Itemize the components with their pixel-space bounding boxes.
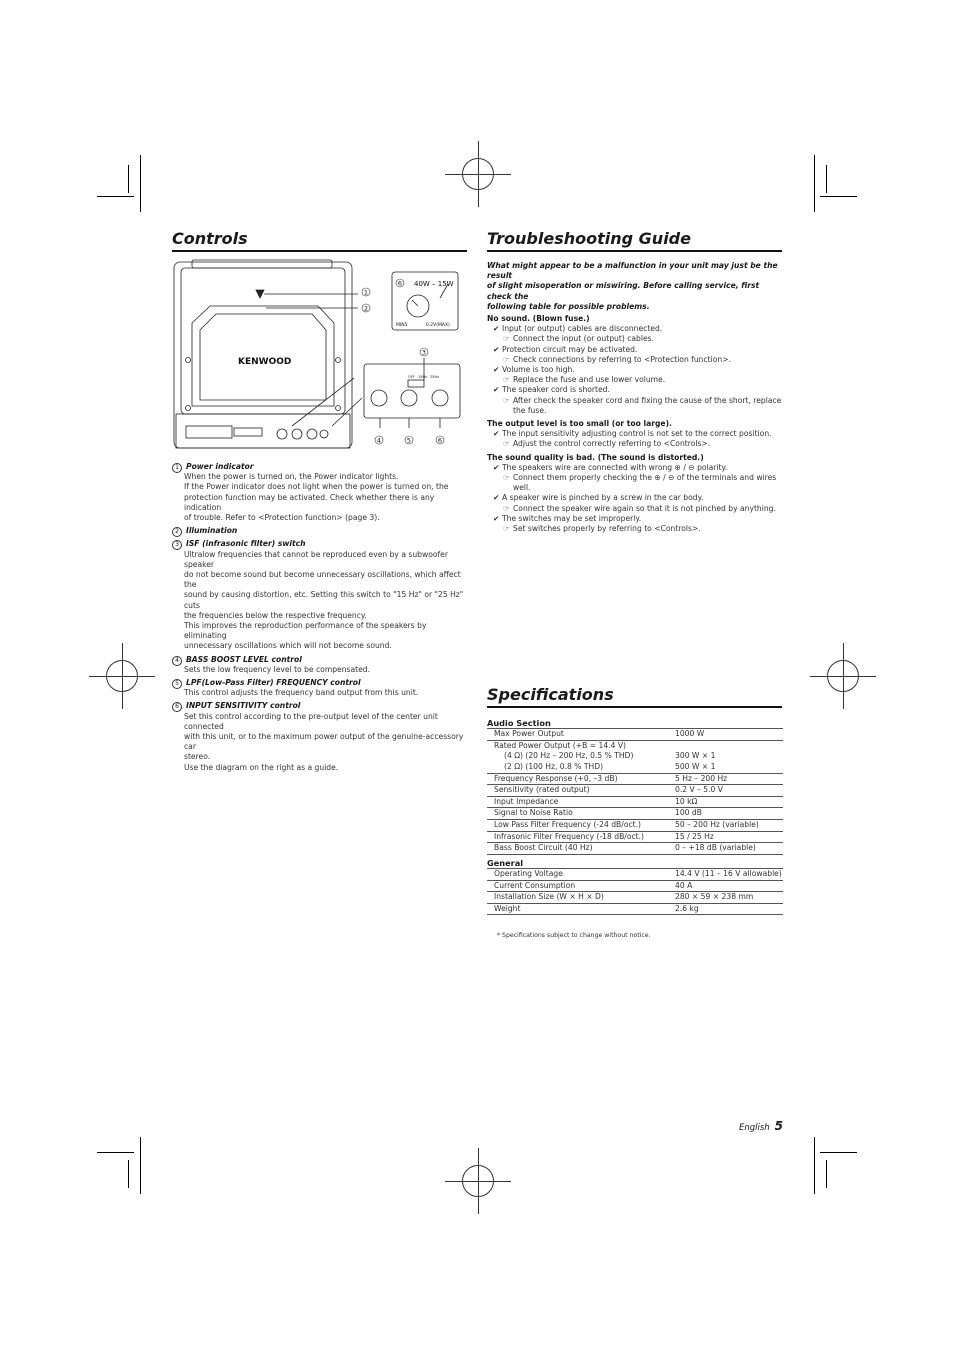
inset-label: 40W – 15W [414, 280, 454, 288]
spec-value: 100 dB [668, 808, 783, 820]
item-number: 4 [172, 656, 182, 666]
spec-value: 2.6 kg [668, 903, 783, 915]
crop-mark [140, 155, 141, 212]
entry-text: Set switches properly by referring to <Controls>. [513, 524, 701, 534]
entry-text: The switches may be set improperly. [502, 513, 642, 523]
spec-row [487, 740, 783, 751]
inset-scale-min: MIN5 [396, 323, 408, 328]
general-spec-table [487, 868, 783, 915]
control-item-title [172, 462, 468, 472]
problem-title: The sound quality is bad. (The sound is distorted.) [487, 452, 704, 462]
crop-mark [814, 155, 815, 212]
crop-mark [97, 196, 134, 197]
item-number-badge [172, 678, 182, 688]
entry-text: Protection circuit may be activated. [502, 344, 638, 354]
pointing-hand-icon: ☞ [503, 395, 510, 405]
spec-label: (4 Ω) (20 Hz – 200 Hz, 0.5 % THD) [504, 751, 634, 761]
spec-row [487, 868, 783, 880]
spec-label: Sensitivity (rated output) [487, 785, 668, 797]
remedy [503, 375, 783, 385]
troubleshooting-heading: Troubleshooting Guide [487, 229, 691, 248]
spec-value: 0.2 V – 5.0 V [668, 785, 783, 797]
item-number-badge [172, 539, 182, 549]
problem-title: The output level is too small (or too large). [487, 419, 672, 429]
entry-text: The speakers wire are connected with wrong ⊕ / ⊖ polarity. [502, 462, 728, 472]
controls-heading: Controls [172, 229, 248, 248]
description-line: Sets the low frequency level to be compensated. [184, 664, 371, 674]
spec-label: Input Impedance [487, 796, 668, 808]
spec-value: 14.4 V (11 – 16 V allowable) [668, 868, 783, 880]
description-line: unnecessary oscillations which will not become sound. [184, 641, 392, 651]
description-line: If the Power indicator does not light when the power is turned on, the [184, 482, 449, 492]
control-item-description [184, 712, 468, 773]
spec-value: 1000 W [668, 729, 783, 741]
spec-row [487, 796, 783, 808]
intro-line: of slight misoperation or miswiring. Before calling service, first check the [487, 281, 760, 301]
spec-row [487, 785, 783, 797]
troubleshooting-content [487, 261, 783, 534]
spec-row [487, 831, 783, 843]
spec-value: 5 Hz – 200 Hz [668, 773, 783, 785]
item-title-text: LPF(Low-Pass Filter) FREQUENCY control [186, 678, 361, 688]
inset-callout-6: 6 [397, 279, 403, 288]
callout-4: 4 [376, 436, 382, 445]
crop-mark [128, 1160, 129, 1188]
crop-mark [128, 165, 129, 193]
description-line: with this unit, or to the maximum power output of the genuine-accessory car [184, 732, 464, 752]
general-section-title: General [487, 857, 524, 868]
remedy [503, 355, 783, 365]
entry-text: Connect the speaker wire again so that it is not pinched by anything. [513, 503, 776, 513]
check-mark-icon: ✔ [493, 385, 500, 395]
entry-text: Adjust the control correctly referring to <Controls>. [513, 439, 711, 449]
spec-label: Low Pass Filter Frequency (-24 dB/oct.) [487, 819, 668, 831]
entry-text: The speaker cord is shorted. [502, 385, 610, 395]
item-number-badge [172, 701, 182, 711]
description-line: do not become sound but become unnecessary oscillations, which affect the [184, 570, 461, 590]
pointing-hand-icon: ☞ [503, 375, 510, 385]
crop-mark [820, 196, 857, 197]
check-mark-icon: ✔ [493, 429, 500, 439]
spec-label: Rated Power Output (+B = 14.4 V) [494, 740, 627, 750]
description-line: This improves the reproduction performance of the speakers by eliminating [184, 621, 427, 641]
spec-value: 40 A [668, 880, 783, 892]
spec-row [487, 762, 783, 773]
isf-mark-15: 15Hz [418, 375, 427, 379]
item-number-badge [172, 462, 182, 472]
footer-language: English [739, 1123, 770, 1133]
description-line: This control adjusts the frequency band output from this unit. [184, 688, 419, 698]
spec-label: Infrasonic Filter Frequency (-18 dB/oct.) [487, 831, 668, 843]
entry-text: Connect the input (or output) cables. [513, 334, 655, 344]
pointing-hand-icon: ☞ [503, 524, 510, 534]
remedy [503, 524, 783, 534]
description-line: Ultralow frequencies that cannot be reproduced even by a subwoofer speaker [184, 549, 448, 569]
item-title-text: ISF (infrasonic filter) switch [186, 539, 306, 549]
control-item-title [172, 678, 468, 688]
spec-row [487, 751, 783, 762]
spec-label: Current Consumption [487, 880, 668, 892]
spec-value: 50 – 200 Hz (variable) [668, 819, 783, 831]
check-mark-icon: ✔ [493, 462, 500, 472]
spec-value [668, 740, 783, 751]
registration-mark [827, 660, 859, 692]
pointing-hand-icon: ☞ [503, 473, 510, 483]
item-title-text: Illumination [186, 526, 238, 536]
troubleshooting-intro [487, 261, 783, 312]
entry-text: A speaker wire is pinched by a screw in the car body. [502, 493, 704, 503]
spec-value: 15 / 25 Hz [668, 831, 783, 843]
page-footer [739, 1119, 783, 1133]
description-line: Set this control according to the pre-output level of the center unit connected [184, 711, 438, 731]
callout-2: 2 [363, 304, 369, 313]
entry-text: Volume is too high. [502, 365, 575, 375]
spec-value: 280 × 59 × 238 mm [668, 892, 783, 904]
specifications-heading-rule [487, 706, 782, 708]
possible-cause [493, 324, 783, 334]
check-mark-icon: ✔ [493, 324, 500, 334]
specifications-content [487, 718, 783, 942]
pointing-hand-icon: ☞ [503, 354, 510, 364]
entry-text: The input sensitivity adjusting control is not set to the correct position. [502, 429, 772, 439]
description-line: the frequencies below the respective frequency. [184, 610, 367, 620]
control-item-title [172, 526, 468, 536]
spec-label: Frequency Response (+0, –3 dB) [487, 773, 668, 785]
isf-mark-off: OFF [408, 375, 415, 379]
intro-line: What might appear to be a malfunction in your unit may just be the result [487, 261, 778, 281]
possible-cause [493, 365, 783, 375]
item-number: 1 [172, 463, 182, 473]
problem-title: No sound. (Blown fuse.) [487, 314, 590, 324]
check-mark-icon: ✔ [493, 344, 500, 354]
description-line: protection function may be activated. Check whether there is any indication [184, 492, 435, 512]
spec-row [487, 880, 783, 892]
description-line: Use the diagram on the right as a guide. [184, 762, 339, 772]
specifications-heading: Specifications [487, 685, 614, 704]
crop-mark [826, 165, 827, 193]
crop-mark [814, 1137, 815, 1194]
remedy [503, 439, 783, 449]
item-number: 2 [172, 527, 182, 537]
spec-label: Max Power Output [487, 729, 668, 741]
possible-cause [493, 493, 783, 503]
spec-label: Installation Size (W × H × D) [487, 892, 668, 904]
description-line: stereo. [184, 752, 211, 762]
spec-row [487, 892, 783, 904]
controls-list [172, 462, 468, 773]
control-item-title [172, 539, 468, 549]
control-item-description [184, 472, 468, 523]
registration-mark [106, 660, 138, 692]
item-number-badge [172, 655, 182, 665]
brand-logo-text: KENWOOD [238, 357, 292, 367]
spec-value: 300 W × 1 [675, 751, 716, 761]
possible-cause [493, 345, 783, 355]
spec-value: 0 – +18 dB (variable) [668, 843, 783, 855]
control-item-description [184, 665, 468, 675]
spec-label: Operating Voltage [487, 868, 668, 880]
spec-label: Signal to Noise Ratio [487, 808, 668, 820]
inset-scale-max: 0.2V(MAX) [426, 323, 450, 328]
spec-note: * Specifications subject to change without notice. [497, 932, 651, 940]
crop-mark [140, 1137, 141, 1194]
pointing-hand-icon: ☞ [503, 503, 510, 513]
remedy [503, 396, 783, 416]
spec-label: Bass Boost Circuit (40 Hz) [487, 843, 668, 855]
pointing-hand-icon: ☞ [503, 334, 510, 344]
entry-text: Check connections by referring to <Protection function>. [513, 354, 731, 364]
spec-label: Weight [487, 903, 668, 915]
spec-row [487, 729, 783, 741]
crop-mark [97, 1152, 134, 1153]
possible-cause [493, 385, 783, 395]
spec-row [487, 808, 783, 820]
troubleshooting-heading-rule [487, 250, 782, 252]
control-item-description [184, 550, 468, 652]
spec-label: (2 Ω) (100 Hz, 0.8 % THD) [487, 762, 668, 773]
item-number-badge [172, 526, 182, 536]
callout-1: 1 [363, 288, 369, 297]
spec-row [487, 843, 783, 855]
entry-text: Replace the fuse and use lower volume. [513, 375, 666, 385]
entry-text: After check the speaker cord and fixing the cause of the short, replace the fuse. [513, 395, 782, 415]
check-mark-icon: ✔ [493, 513, 500, 523]
footer-page-number: 5 [774, 1119, 783, 1133]
item-number: 3 [172, 540, 182, 550]
registration-mark [462, 1165, 494, 1197]
control-item-title [172, 655, 468, 665]
item-title-text: BASS BOOST LEVEL control [186, 654, 302, 664]
callout-3: 3 [421, 348, 427, 357]
item-number: 5 [172, 679, 182, 689]
possible-cause [493, 429, 783, 439]
spec-value: 500 W × 1 [668, 762, 783, 773]
check-mark-icon: ✔ [493, 493, 500, 503]
check-mark-icon: ✔ [493, 365, 500, 375]
audio-spec-table [487, 728, 783, 855]
crop-mark [826, 1160, 827, 1188]
callout-6: 6 [437, 436, 443, 445]
audio-section-title: Audio Section [487, 718, 551, 728]
spec-row [487, 819, 783, 831]
callout-5: 5 [406, 436, 412, 445]
pointing-hand-icon: ☞ [503, 439, 510, 449]
item-number: 6 [172, 702, 182, 712]
remedy [503, 334, 783, 344]
registration-mark [462, 158, 494, 190]
item-title-text: INPUT SENSITIVITY control [186, 701, 301, 711]
spec-value: 10 kΩ [668, 796, 783, 808]
entry-text: Connect them properly checking the ⊕ / ⊖ of the terminals and wires well. [513, 473, 777, 493]
description-line: of trouble. Refer to <Protection function> (page 3). [184, 513, 380, 523]
spec-row [487, 903, 783, 915]
description-line: sound by causing distortion, etc. Setting this switch to "15 Hz" or "25 Hz" cuts [184, 590, 464, 610]
item-title-text: Power indicator [186, 462, 254, 471]
isf-mark-25: 25Hz [430, 375, 439, 379]
control-item-title [172, 701, 468, 711]
description-line: When the power is turned on, the Power indicator lights. [184, 472, 399, 482]
possible-cause [493, 463, 783, 473]
remedy [503, 504, 783, 514]
amplifier-figure [172, 258, 464, 454]
possible-cause [493, 514, 783, 524]
entry-text: Input (or output) cables are disconnected. [502, 324, 663, 334]
controls-heading-rule [172, 250, 467, 252]
crop-mark [820, 1152, 857, 1153]
intro-line: following table for possible problems. [487, 301, 650, 311]
spec-row [487, 773, 783, 785]
remedy [503, 473, 783, 493]
control-item-description [184, 688, 468, 698]
